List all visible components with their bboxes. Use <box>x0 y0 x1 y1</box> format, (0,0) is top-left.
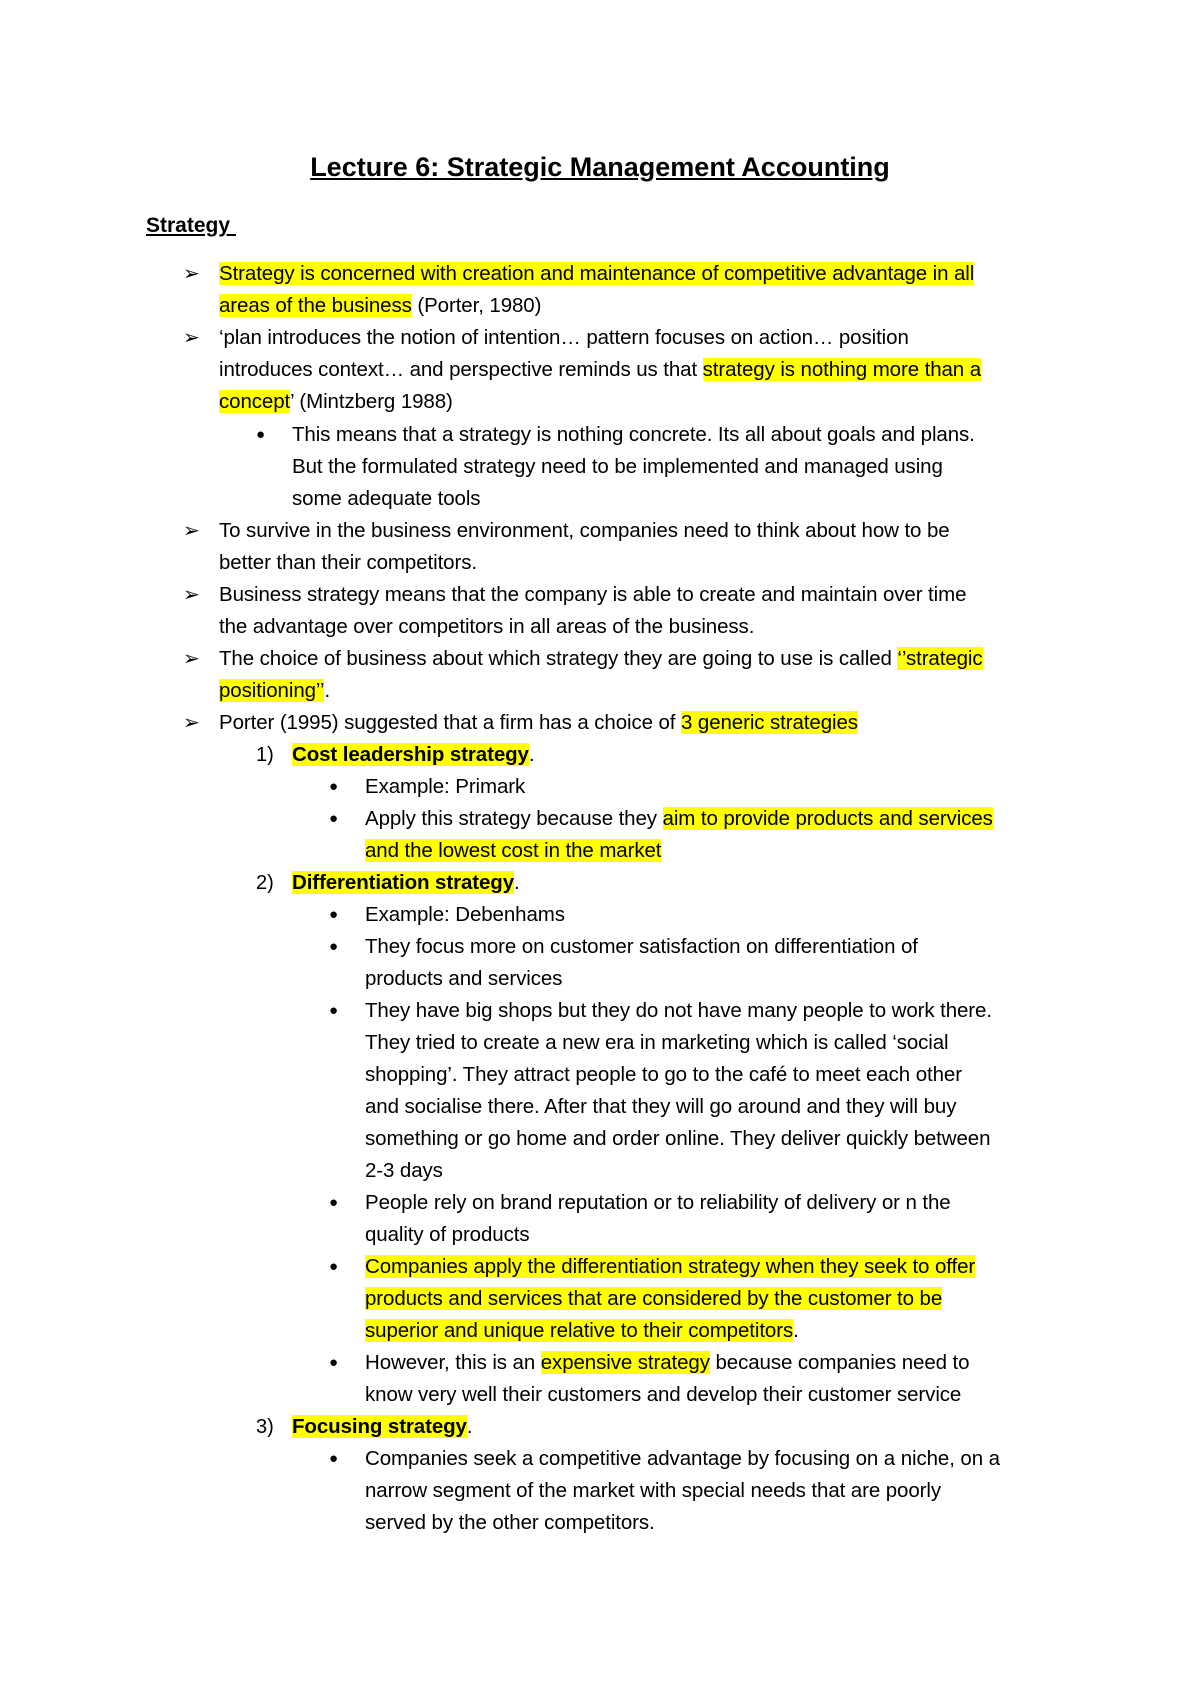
bullet-icon: ● <box>329 938 339 955</box>
body-text: Porter (1995) suggested that a firm has a choice of <box>219 711 681 734</box>
body-text: . <box>793 1319 799 1342</box>
list-item <box>365 1347 969 1411</box>
list-item <box>365 995 992 1187</box>
numbered-item <box>292 867 520 899</box>
list-number: 3) <box>256 1416 274 1438</box>
body-text: Companies seek a competitive advantage by focusing on a niche, on a <box>365 1447 1000 1470</box>
body-text: They focus more on customer satisfaction on differentiation of <box>365 935 918 958</box>
body-text: because companies need to <box>709 1351 970 1374</box>
body-text: Example: Debenhams <box>365 903 565 926</box>
body-text: something or go home and order online. They deliver quickly between <box>365 1127 991 1150</box>
list-item <box>219 579 966 643</box>
bullet-icon: ● <box>329 778 339 795</box>
body-text: Business strategy means that the company is able to create and maintain over time <box>219 583 967 606</box>
body-text: They tried to create a new era in marketing which is called ‘social <box>365 1031 949 1054</box>
body-text: products and services <box>365 967 563 990</box>
list-number: 1) <box>256 744 274 766</box>
body-text: and socialise there. After that they will go around and they will buy <box>365 1095 957 1118</box>
bullet-icon: ● <box>329 1194 339 1211</box>
list-item <box>292 419 975 515</box>
list-item <box>365 1251 975 1347</box>
arrow-bullet-icon: ➢ <box>183 520 200 542</box>
body-text: quality of products <box>365 1223 530 1246</box>
list-item <box>365 899 565 931</box>
highlighted-text: Strategy is concerned with creation and maintenance of competitive advantage in all <box>219 262 975 285</box>
highlighted-text: positioning’’ <box>219 679 325 702</box>
body-text: better than their competitors. <box>219 551 477 574</box>
body-text: introduces context… and perspective reminds us that <box>219 358 703 381</box>
citation-text: (Porter, 1980) <box>411 294 542 317</box>
body-text: narrow segment of the market with special needs that are poorly <box>365 1479 941 1502</box>
body-text: . <box>324 679 331 702</box>
highlighted-text: aim to provide products and services <box>662 807 993 830</box>
highlighted-text: ‘’strategic <box>897 647 983 670</box>
body-text: served by the other competitors. <box>365 1511 655 1534</box>
section-heading: Strategy <box>146 214 236 237</box>
list-number: 2) <box>256 872 274 894</box>
body-text: Apply this strategy because they <box>365 807 663 830</box>
body-text: some adequate tools <box>292 487 481 510</box>
page-title: Lecture 6: Strategic Management Accounting <box>310 152 890 182</box>
bullet-icon: ● <box>329 1258 339 1275</box>
list-item <box>365 1443 1000 1539</box>
highlighted-text: and the lowest cost in the market <box>365 839 662 862</box>
highlighted-text: concept <box>219 390 291 413</box>
list-item <box>219 643 983 707</box>
arrow-bullet-icon: ➢ <box>183 584 200 606</box>
bullet-icon: ● <box>329 1002 339 1019</box>
strategy-name: Cost leadership strategy <box>292 743 529 766</box>
arrow-bullet-icon: ➢ <box>183 327 200 349</box>
numbered-item <box>292 1411 472 1443</box>
numbered-item <box>292 739 534 771</box>
bullet-icon: ● <box>329 1450 339 1467</box>
body-text: . <box>528 743 535 766</box>
body-text: know very well their customers and develop their customer service <box>365 1383 962 1406</box>
bullet-icon: ● <box>329 1354 339 1371</box>
body-text: shopping’. They attract people to go to the café to meet each other <box>365 1063 962 1086</box>
body-text: To survive in the business environment, companies need to think about how to be <box>219 519 950 542</box>
body-text: 2-3 days <box>365 1159 443 1182</box>
list-item <box>365 1187 951 1251</box>
arrow-bullet-icon: ➢ <box>183 648 200 670</box>
body-text: People rely on brand reputation or to reliability of delivery or n the <box>365 1191 951 1214</box>
body-text: However, this is an <box>365 1351 541 1374</box>
bullet-icon: ● <box>329 810 339 827</box>
body-text: . <box>514 871 520 894</box>
body-text: ‘plan introduces the notion of intention… pattern focuses on action… position <box>219 326 909 349</box>
body-text: the advantage over competitors in all areas of the business. <box>219 615 755 638</box>
strategy-name: Focusing strategy <box>292 1415 467 1438</box>
bullet-icon: ● <box>256 426 266 443</box>
body-text: They have big shops but they do not have many people to work there. <box>365 999 992 1022</box>
citation-text: ’ (Mintzberg 1988) <box>290 390 453 413</box>
list-item <box>365 771 525 803</box>
list-item <box>219 707 858 739</box>
highlighted-text: expensive strategy <box>540 1351 710 1374</box>
body-text: The choice of business about which strategy they are going to use is called <box>219 647 898 670</box>
highlighted-text: products and services that are considered by the customer to be <box>365 1287 943 1310</box>
highlighted-text: areas of the business <box>219 294 412 317</box>
highlighted-text: strategy is nothing more than a <box>702 358 982 381</box>
bullet-icon: ● <box>329 906 339 923</box>
list-item <box>365 803 993 867</box>
list-item <box>219 322 981 418</box>
highlighted-text: superior and unique relative to their competitors <box>365 1319 794 1342</box>
body-text: Example: Primark <box>365 775 526 798</box>
arrow-bullet-icon: ➢ <box>183 712 200 734</box>
list-item <box>219 515 950 579</box>
list-item <box>219 258 974 322</box>
highlighted-text: 3 generic strategies <box>681 711 858 734</box>
strategy-name: Differentiation strategy <box>292 871 514 894</box>
arrow-bullet-icon: ➢ <box>183 263 200 285</box>
list-item <box>365 931 918 995</box>
body-text: This means that a strategy is nothing concrete. Its all about goals and plans. <box>292 423 975 446</box>
body-text: But the formulated strategy need to be implemented and managed using <box>292 455 943 478</box>
highlighted-text: Companies apply the differentiation strategy when they seek to offer <box>365 1255 976 1278</box>
body-text: . <box>466 1415 473 1438</box>
